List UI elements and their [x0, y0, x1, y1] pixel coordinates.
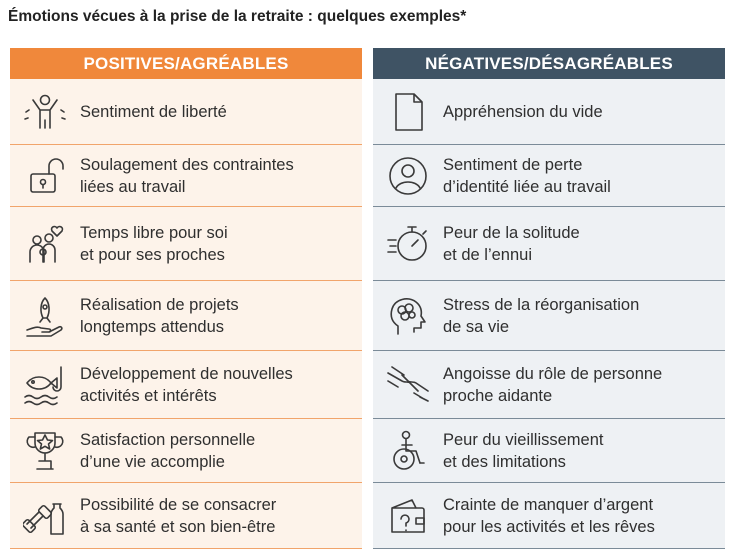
negative-text	[443, 294, 639, 338]
negative-line: et de l’ennui	[443, 245, 532, 264]
negative-line: d’identité liée au travail	[443, 177, 611, 196]
wheelchair-icon	[373, 429, 443, 473]
negative-row	[373, 79, 725, 145]
helping-hands-icon	[373, 363, 443, 407]
fish-hook-icon	[10, 363, 80, 407]
negative-text	[443, 101, 603, 123]
negative-line: Peur du vieillissement	[443, 430, 604, 449]
negative-row	[373, 419, 725, 483]
head-tangle-icon	[373, 294, 443, 338]
positive-line: longtemps attendus	[80, 317, 225, 336]
positive-row	[10, 281, 362, 351]
positive-row	[10, 207, 362, 281]
blank-page-icon	[373, 90, 443, 134]
negative-line: Crainte de manquer d’argent	[443, 495, 654, 514]
family-heart-icon	[10, 222, 80, 266]
positive-line: d’une vie accomplie	[80, 452, 225, 471]
negative-line: et des limitations	[443, 452, 566, 471]
positive-row	[10, 351, 362, 419]
user-circle-icon	[373, 154, 443, 198]
negative-text	[443, 222, 580, 266]
negative-line: Sentiment de perte	[443, 155, 583, 174]
negative-row	[373, 145, 725, 207]
positive-text	[80, 363, 293, 407]
positive-line: Satisfaction personnelle	[80, 430, 256, 449]
positive-text	[80, 222, 228, 266]
negative-text	[443, 363, 662, 407]
stopwatch-icon	[373, 222, 443, 266]
positive-text	[80, 294, 239, 338]
page-title: Émotions vécues à la prise de la retraite : quelques exemples*	[8, 8, 467, 25]
positive-line: liées au travail	[80, 177, 186, 196]
negative-row	[373, 351, 725, 419]
negative-row	[373, 281, 725, 351]
negative-line: Peur de la solitude	[443, 223, 580, 242]
negative-text	[443, 154, 611, 198]
negative-line: Appréhension du vide	[443, 102, 603, 121]
negative-line: Stress de la réorganisation	[443, 295, 640, 314]
positive-text	[80, 494, 276, 538]
negative-row	[373, 207, 725, 281]
positive-header: POSITIVES/AGRÉABLES	[10, 48, 362, 79]
negative-column	[373, 48, 725, 549]
positive-text	[80, 101, 227, 123]
dumbbell-bottle-icon	[10, 494, 80, 538]
negative-line: de sa vie	[443, 317, 510, 336]
positive-row	[10, 483, 362, 549]
positive-line: activités et intérêts	[80, 386, 217, 405]
negative-line: pour les activités et les rêves	[443, 517, 655, 536]
positive-column	[10, 48, 362, 549]
positive-text	[80, 429, 255, 473]
positive-line: Temps libre pour soi	[80, 223, 228, 242]
negative-row	[373, 483, 725, 549]
positive-row	[10, 79, 362, 145]
positive-line: Réalisation de projets	[80, 295, 239, 314]
negative-line: Angoisse du rôle de personne	[443, 364, 663, 383]
rocket-hand-icon	[10, 294, 80, 338]
positive-text	[80, 154, 294, 198]
negative-text	[443, 494, 655, 538]
unlocked-padlock-icon	[10, 154, 80, 198]
positive-line: à sa santé et son bien-être	[80, 517, 276, 536]
wallet-question-icon	[373, 494, 443, 538]
positive-row	[10, 145, 362, 207]
trophy-star-icon	[10, 429, 80, 473]
positive-line: Sentiment de liberté	[80, 102, 227, 121]
positive-line: et pour ses proches	[80, 245, 225, 264]
positive-line: Possibilité de se consacrer	[80, 495, 277, 514]
positive-line: Développement de nouvelles	[80, 364, 293, 383]
person-freedom-icon	[10, 90, 80, 134]
positive-line: Soulagement des contraintes	[80, 155, 294, 174]
negative-line: proche aidante	[443, 386, 553, 405]
positive-row	[10, 419, 362, 483]
negative-header: NÉGATIVES/DÉSAGRÉABLES	[373, 48, 725, 79]
negative-text	[443, 429, 604, 473]
